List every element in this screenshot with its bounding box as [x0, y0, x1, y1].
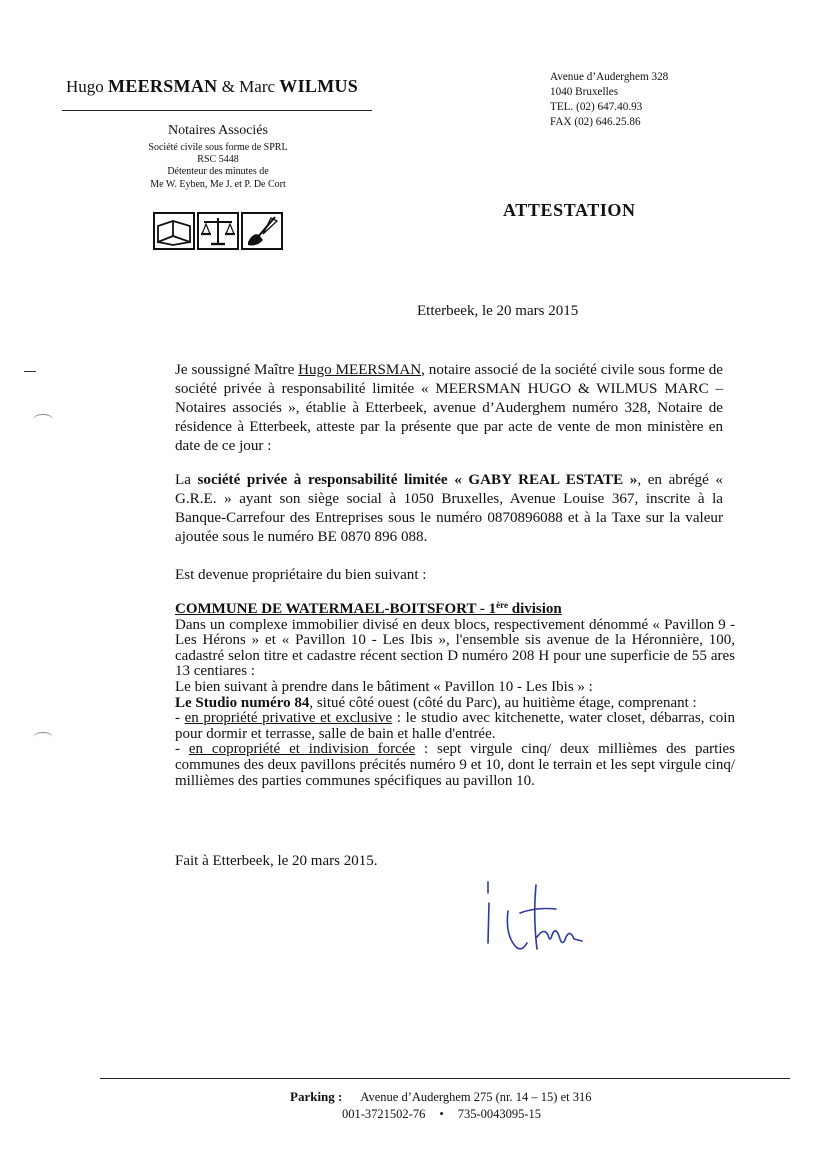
- notary-logo: [153, 212, 283, 250]
- parking-label: Parking :: [290, 1089, 343, 1104]
- parking-info: [290, 1089, 591, 1105]
- header-divider: [62, 110, 372, 111]
- property-heading: COMMUNE DE WATERMAEL-BOITSFORT - 1ère division: [175, 600, 562, 617]
- predecessors-line: Me W. Eyben, Me J. et P. De Cort: [150, 178, 286, 190]
- buyer-paragraph: La société privée à responsabilité limitée « GABY REAL ESTATE », en abrégé « G.R.E. » ayant son siège social à 1050 Bruxelles, Avenue Louise 367, inscrite à la Banque-Carrefour des Entreprises sous le numéro 0870896088 et à la Taxe sur la valeur ajoutée sous le numéro BE 0870 896 088.: [175, 472, 723, 545]
- bank-account-1: 001-3721502-76: [342, 1107, 426, 1121]
- rsc-line: RSC 5448: [197, 154, 239, 166]
- handwritten-signature: [478, 877, 608, 962]
- ownership-statement: Est devenue propriétaire du bien suivant :: [175, 567, 427, 583]
- scales-icon: [201, 218, 235, 244]
- document-title: ATTESTATION: [503, 200, 636, 220]
- minutes-holder-line: Détenteur des minutes de: [167, 166, 269, 178]
- bank-account-2: 735-0043095-15: [457, 1107, 542, 1121]
- co-ownership-line: - en copropriété et indivision forcée : sept virgule cinq/ deux millièmes des parties communes des deux pavillons précités numéro 9 et 10, dont le terrain et les sept virgule cinq/ millièmes des parties communes spécifiques au pavillon 10.: [175, 741, 735, 789]
- property-description: [175, 602, 735, 789]
- first-name-2: Marc: [239, 77, 276, 96]
- margin-mark: [33, 732, 53, 743]
- firm-registration-info: [108, 142, 328, 191]
- book-icon: [158, 221, 190, 245]
- footer-divider: [100, 1078, 790, 1079]
- buyer-company-name: société privée à responsabilité limitée « GABY REAL ESTATE »: [197, 472, 638, 488]
- bullet-separator: •: [439, 1107, 444, 1121]
- closing-line: Fait à Etterbeek, le 20 mars 2015.: [175, 853, 378, 869]
- bank-accounts: [342, 1107, 541, 1122]
- legal-form-line: Société civile sous forme de SPRL: [148, 142, 288, 153]
- parking-address: Avenue d’Auderghem 275 (nr. 14 – 15) et 316: [360, 1090, 592, 1104]
- office-address: [550, 70, 668, 130]
- last-name-2: WILMUS: [279, 76, 359, 96]
- building-line: Le bien suivant à prendre dans le bâtiment « Pavillon 10 - Les Ibis » :: [175, 678, 593, 695]
- notary-name: Hugo MEERSMAN: [298, 362, 422, 378]
- place-date: Etterbeek, le 20 mars 2015: [417, 303, 579, 319]
- telephone-line: TEL. (02) 647.40.93: [550, 101, 643, 113]
- street-line: Avenue d’Auderghem 328: [550, 71, 669, 83]
- private-property-line: - en propriété privative et exclusive : le studio avec kitchenette, water closet, débarras, coin pour dormir et terrasse, salle de bain et halle d'entrée.: [175, 710, 735, 742]
- studio-line: Le Studio numéro 84, situé côté ouest (côté du Parc), au huitième étage, comprenant :: [175, 694, 697, 711]
- margin-mark: [33, 414, 53, 425]
- ampersand: &: [221, 77, 235, 96]
- quill-hand-icon: [248, 217, 277, 245]
- margin-mark: [24, 371, 36, 372]
- firm-subtitle: Notaires Associés: [168, 123, 268, 138]
- notary-firm-name: [66, 76, 358, 97]
- first-name-1: Hugo: [66, 77, 104, 96]
- fax-line: FAX (02) 646.25.86: [550, 116, 641, 128]
- last-name-1: MEERSMAN: [108, 76, 218, 96]
- complex-description: Dans un complexe immobilier divisé en deux blocs, respectivement dénommé « Pavillon 9 - Les Hérons » et « Pavillon 10 - Les Ibis », l'ensemble sis avenue de la Héronnière, 100, cadastré selon titre et cadastre récent section D numéro 208 H pour une superficie de 55 ares 13 centiares :: [175, 616, 735, 680]
- city-line: 1040 Bruxelles: [550, 86, 619, 98]
- attestation-paragraph: Je soussigné Maître Hugo MEERSMAN, notaire associé de la société civile sous forme de société privée à responsabilité limitée « MEERSMAN HUGO & WILMUS MARC – Notaires associés », établie à Etterbeek, avenue d’Auderghem numéro 328, Notaire de résidence à Etterbeek, atteste par la présente que par acte de vente de mon ministère en date de ce jour :: [175, 362, 723, 454]
